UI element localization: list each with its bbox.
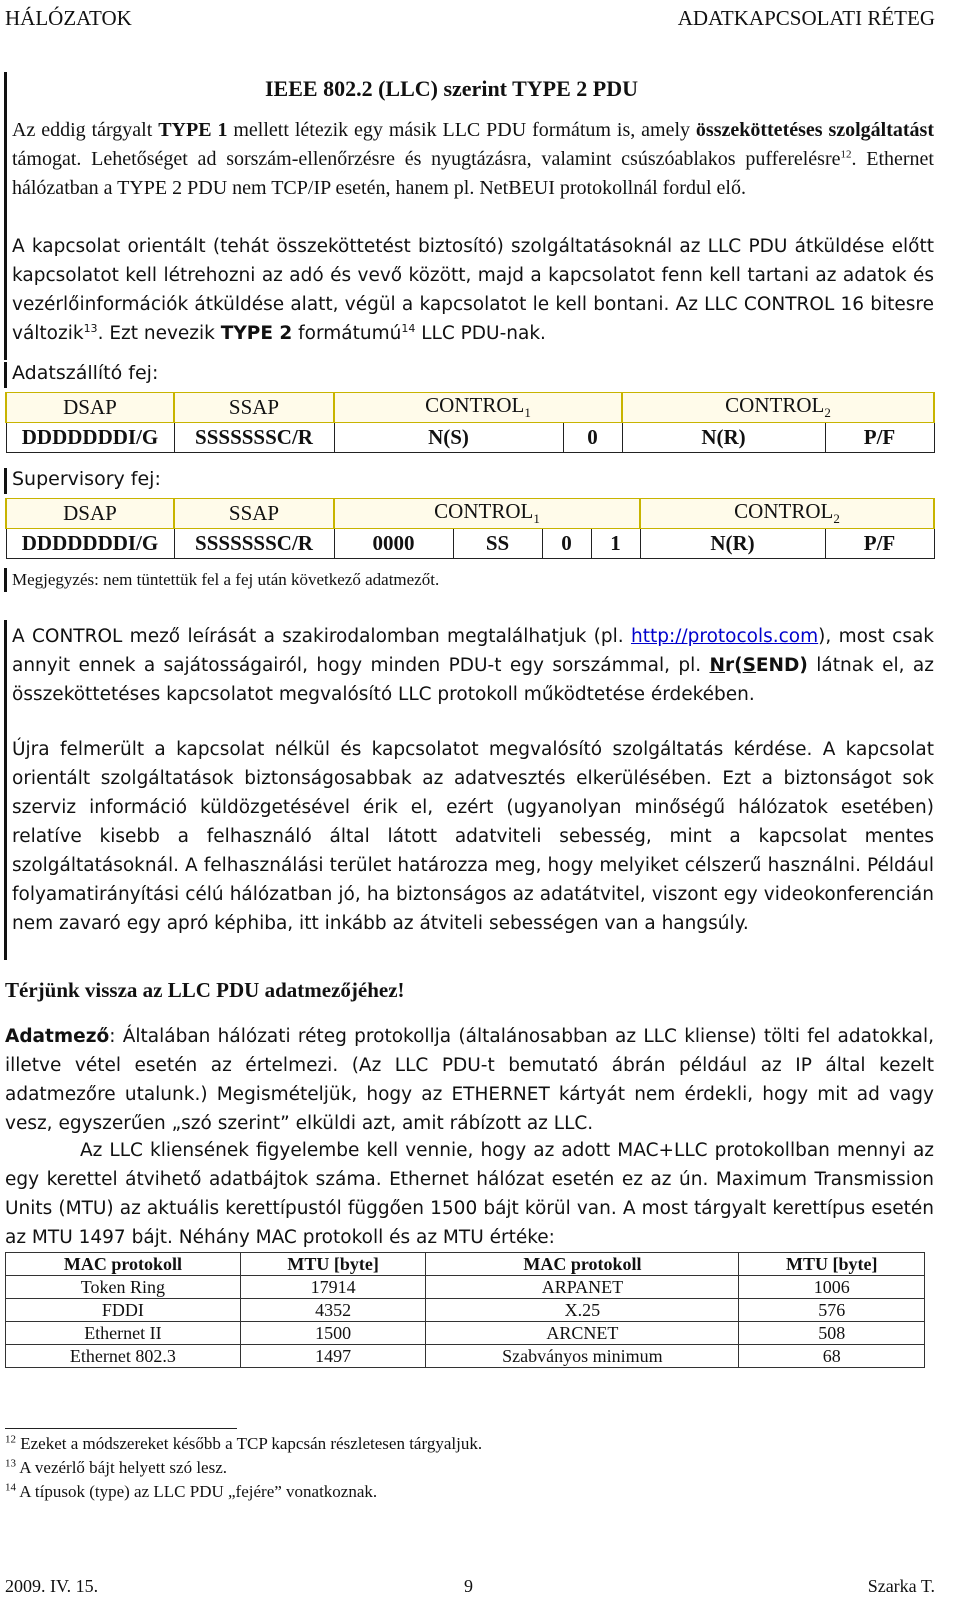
paragraph-data-field: Adatmező: Általában hálózati réteg protokollja (általánosabban az LLC kliense) tölti fel adatokkal, illetve vétel esetén az értelmezi. (Az LLC PDU-t bemutató ábrán például az IP által kezelt adatmezőre utalunk.) Megismételjük, hogy az ETHERNET kártyát nem érdekli, hogy mit ad vagy vesz, egyszerűen „szó szerint” elküldi azt, amit rábízott az LLC. <box>5 1026 934 1134</box>
cell-one: 1 <box>591 529 640 559</box>
field-control2: $CONTROL_2$ <box>640 499 934 529</box>
change-bar <box>4 568 7 592</box>
footnote-ref: 13 <box>83 321 98 335</box>
cell-ss: SS <box>453 529 542 559</box>
cell-pf: P/F <box>825 423 934 453</box>
paragraph-mtu: Az LLC kliensének figyelembe kell vennie, hogy az adott MAC+LLC protokollban mennyi az egy kerettel átvihető adatbájtok száma. Ethernet hálózat esetén ez az ún. Maximum Transmission Units (MTU) az aktuális kerettípustól függően 1500 bájt körül van. A most tárgyalt kerettípus esetén az MTU 1497 bájt. Néhány MAC protokoll és az MTU értéke: <box>5 1140 934 1248</box>
field-control1: $CONTROL_1$ <box>334 499 640 529</box>
cell-pf: P/F <box>825 529 934 559</box>
cell-nr: N(R) <box>622 423 825 453</box>
column-header: MAC protokoll <box>426 1253 739 1276</box>
mtu-table <box>5 1252 925 1368</box>
supervisory-frame-table <box>5 498 935 559</box>
table-row: FDDI 4352 X.25 576 <box>6 1299 925 1322</box>
footnote: $^{14}$ A típusok (type) az LLC PDU „fejére” vonatkoznak. <box>5 1481 378 1501</box>
footer-author: Szarka T. <box>867 1576 935 1596</box>
page-header-right: ADATKAPCSOLATI RÉTEG <box>677 6 935 30</box>
table-row: Ethernet 802.3 1497 Szabványos minimum 68 <box>6 1345 925 1368</box>
section-title: IEEE 802.2 (LLC) szerint TYPE 2 PDU <box>265 76 638 101</box>
field-dsap: DSAP <box>6 393 174 423</box>
frame-note: Megjegyzés: nem tüntettük fel a fej után következő adatmezőt. <box>12 570 440 589</box>
field-control2: $CONTROL_2$ <box>622 393 934 423</box>
cell-dsap-bits: DDDDDDDI/G <box>6 423 174 453</box>
footnote: $^{13}$ A vezérlő bájt helyett szó lesz. <box>5 1457 228 1477</box>
protocols-link[interactable]: http://protocols.com <box>630 626 819 647</box>
paragraph-type2-intro: Az eddig tárgyalt TYPE 1 mellett létezik egy másik LLC PDU formátum is, amely összeköttetéses szolgáltatást támogat. Lehetőséget ad sorszám-ellenőrzésre és nyugtázásra, valamint csúszóablakos pufferelésre$^{12}$. Ethernet hálózatban a TYPE 2 PDU nem TCP/IP esetén, hanem pl. NetBEUI protokollnál fordul elő. <box>12 119 934 199</box>
cell-zeros: 0000 <box>334 529 453 559</box>
change-bar <box>4 362 7 388</box>
table-header-row <box>6 1253 925 1276</box>
page-header-left: HÁLÓZATOK <box>5 6 132 30</box>
field-ssap: SSAP <box>174 393 334 423</box>
table-row: Ethernet II 1500 ARCNET 508 <box>6 1322 925 1345</box>
field-ssap: SSAP <box>174 499 334 529</box>
section-heading: Térjünk vissza az LLC PDU adatmezőjéhez! <box>5 978 405 1002</box>
column-header: MAC protokoll <box>6 1253 241 1276</box>
field-control1: $CONTROL_1$ <box>334 393 622 423</box>
cell-ssap-bits: SSSSSSSC/R <box>174 423 334 453</box>
cell-ns: N(S) <box>334 423 563 453</box>
cell-nr: N(R) <box>640 529 825 559</box>
cell-zero: 0 <box>563 423 622 453</box>
paragraph-service-comparison: Újra felmerült a kapcsolat nélkül és kapcsolatot megvalósító szolgáltatás kérdése. A kapcsolat orientált szolgáltatások biztonságosabbak az adatvesztés elkerülésében. Ezt a biztonságot sok szerviz információ küldözgetésével érik el, ezért (ugyanolyan minőségű hálózatok esetében) relatíve kisebb a felhasználó által látott adatviteli sebesség, mint a kapcsolat mentes szolgáltatásoknál. A felhasználási terület határozza meg, hogy melyiket célszerű használni. Például folyamatirányítási célú hálózatban jó, ha biztonságos az adatátvitel, viszont egy videokonferencián nem zavaró egy apró képhiba, itt inkább az átviteli sebességen van a hangsúly. <box>12 739 934 934</box>
cell-ssap-bits: SSSSSSSC/R <box>174 529 334 559</box>
footnote: $^{12}$ Ezeket a módszereket később a TCP kapcsán részletesen tárgyaljuk. <box>5 1433 483 1453</box>
change-bar <box>4 620 7 960</box>
footnote-ref: 12 <box>840 148 852 161</box>
change-bar <box>4 72 7 360</box>
frame-label-supervisory: Supervisory fej: <box>12 468 161 490</box>
paragraph-connection-oriented: A kapcsolat orientált (tehát összeköttetést biztosító) szolgáltatásoknál az LLC PDU átküldése előtt kapcsolatot kell létrehozni az adó és vevő között, majd a kapcsolatot fenn kell tartani az adatok és vezérlőinformációk átküldése alatt, végül a kapcsolatot le kell bontani. Az LLC CONTROL 16 bitesre változik$^{13}$. Ezt nevezik TYPE 2 formátumú$^{14}$ LLC PDU-nak. <box>12 236 934 344</box>
data-frame-table <box>5 392 935 453</box>
footnote-ref: 14 <box>401 321 416 335</box>
change-bar <box>4 468 7 494</box>
cell-dsap-bits: DDDDDDDI/G <box>6 529 174 559</box>
paragraph-control-field: A CONTROL mező leírását a szakirodalomban megtalálhatjuk (pl. http://protocols.com), most csak annyit ennek a sajátosságairól, hogy minden PDU-t egy sorszámmal, pl. Nr(SEND) látnak el, az összeköttetéses kapcsolatot megvalósító LLC protokoll működtetése érdekében. <box>12 626 935 705</box>
page-number: 9 <box>464 1576 473 1596</box>
footnote-separator <box>5 1428 237 1429</box>
field-dsap: DSAP <box>6 499 174 529</box>
column-header: MTU [byte] <box>739 1253 925 1276</box>
column-header: MTU [byte] <box>240 1253 426 1276</box>
table-row: Token Ring 17914 ARPANET 1006 <box>6 1276 925 1299</box>
cell-zero: 0 <box>542 529 591 559</box>
footer-date: 2009. IV. 15. <box>5 1576 99 1596</box>
frame-label-data: Adatszállító fej: <box>12 362 159 384</box>
